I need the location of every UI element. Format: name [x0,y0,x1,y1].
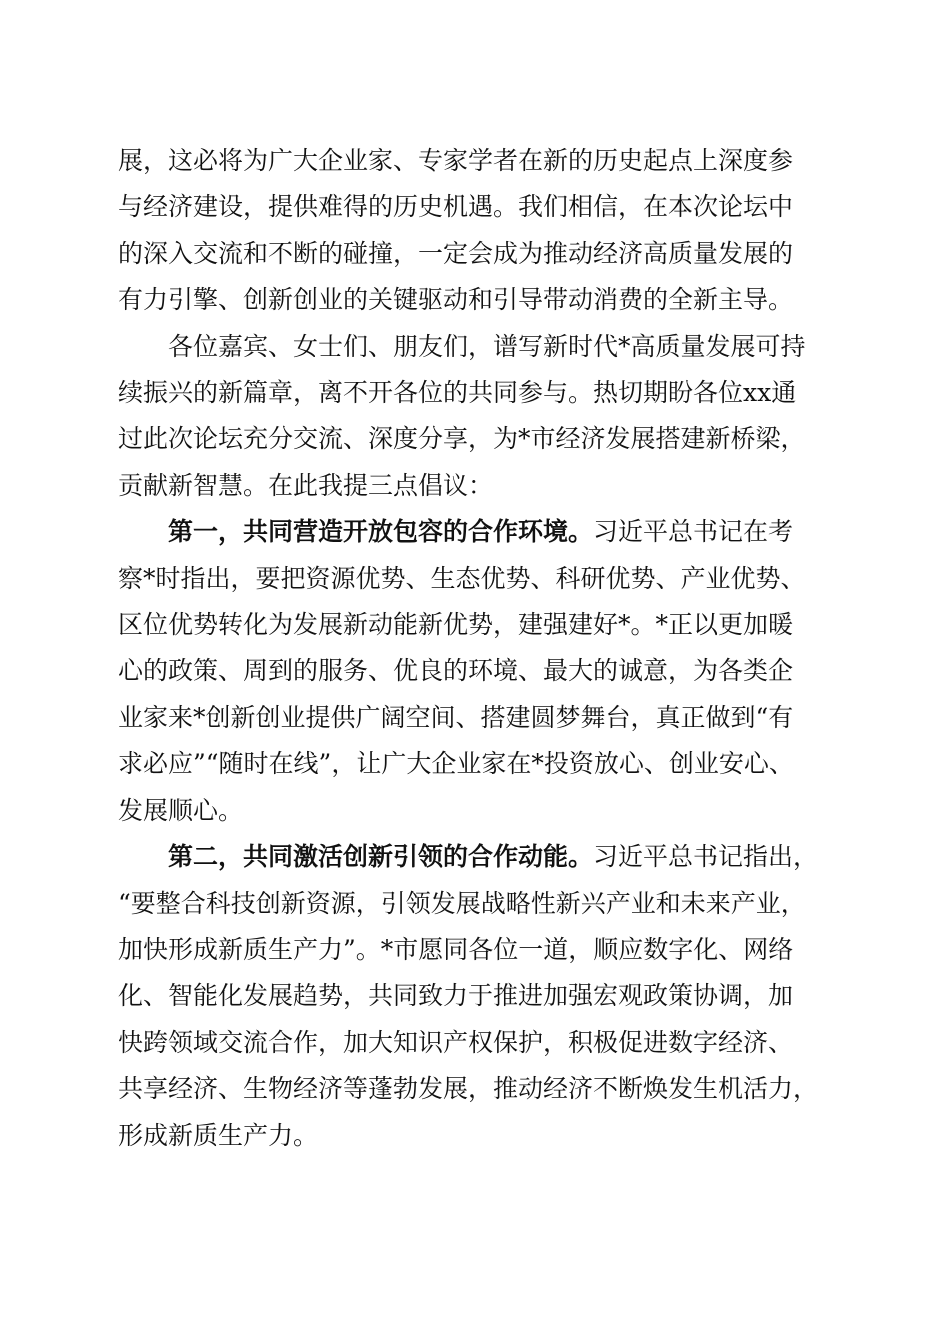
text-span: 习近平总书记在考 [593,517,794,547]
text-line-with-lead [118,509,834,555]
text-line: 加快形成新质生产力”。*市愿同各位一道，顺应数字化、网络 [118,934,794,964]
paragraph-2 [118,324,834,510]
text-line: 快跨领域交流合作，加大知识产权保护，积极促进数字经济、 [118,1027,794,1057]
text-line: 业家来*创新创业提供广阔空间、搭建圆梦舞台，真正做到“有 [118,702,794,732]
paragraph-1 [118,138,834,324]
text-line: 有力引擎、创新创业的关键驱动和引导带动消费的全新主导。 [118,285,794,315]
text-line: 过此次论坛充分交流、深度分享，为*市经济发展搭建新桥梁， [118,424,806,454]
paragraph-lead-heading: 第一，共同营造开放包容的合作环境。 [168,517,594,547]
text-line: 展，这必将为广大企业家、专家学者在新的历史起点上深度参 [118,146,794,175]
text-line: 化、智能化发展趋势，共同致力于推进加强宏观政策协调，加 [118,981,794,1011]
text-line: 求必应”“随时在线”，让广大企业家在*投资放心、创业安心、 [118,749,794,779]
text-span: 习近平总书记指出， [593,842,819,872]
text-line: 形成新质生产力。 [118,1120,319,1150]
text-line: 心的政策、周到的服务、优良的环境、最大的诚意，为各类企 [118,656,794,686]
text-line: 区位优势转化为发展新动能新优势，建强建好*。*正以更加暖 [118,610,794,640]
text-line: 各位嘉宾、女士们、朋友们，谱写新时代*高质量发展可持 [168,331,806,361]
text-line: “要整合科技创新资源，引领发展战略性新兴产业和未来产业， [118,888,806,918]
text-line: 察*时指出，要把资源优势、生态优势、科研优势、产业优势、 [118,563,806,593]
paragraph-lead-heading: 第二，共同激活创新引领的合作动能。 [168,842,594,872]
text-line: 的深入交流和不断的碰撞，一定会成为推动经济高质量发展的 [118,238,794,268]
text-line: 发展顺心。 [118,795,244,825]
document-body [118,138,834,1159]
text-line-with-lead [118,834,834,880]
text-line: 与经济建设，提供难得的历史机遇。我们相信，在本次论坛中 [118,192,794,222]
text-line: 贡献新智慧。在此我提三点倡议： [118,470,494,500]
text-line: 共享经济、生物经济等蓬勃发展，推动经济不断焕发生机活力， [118,1074,819,1104]
paragraph-3 [118,509,834,834]
paragraph-4 [118,834,834,1159]
text-line: 续振兴的新篇章，离不开各位的共同参与。热切期盼各位xx通 [118,378,797,408]
